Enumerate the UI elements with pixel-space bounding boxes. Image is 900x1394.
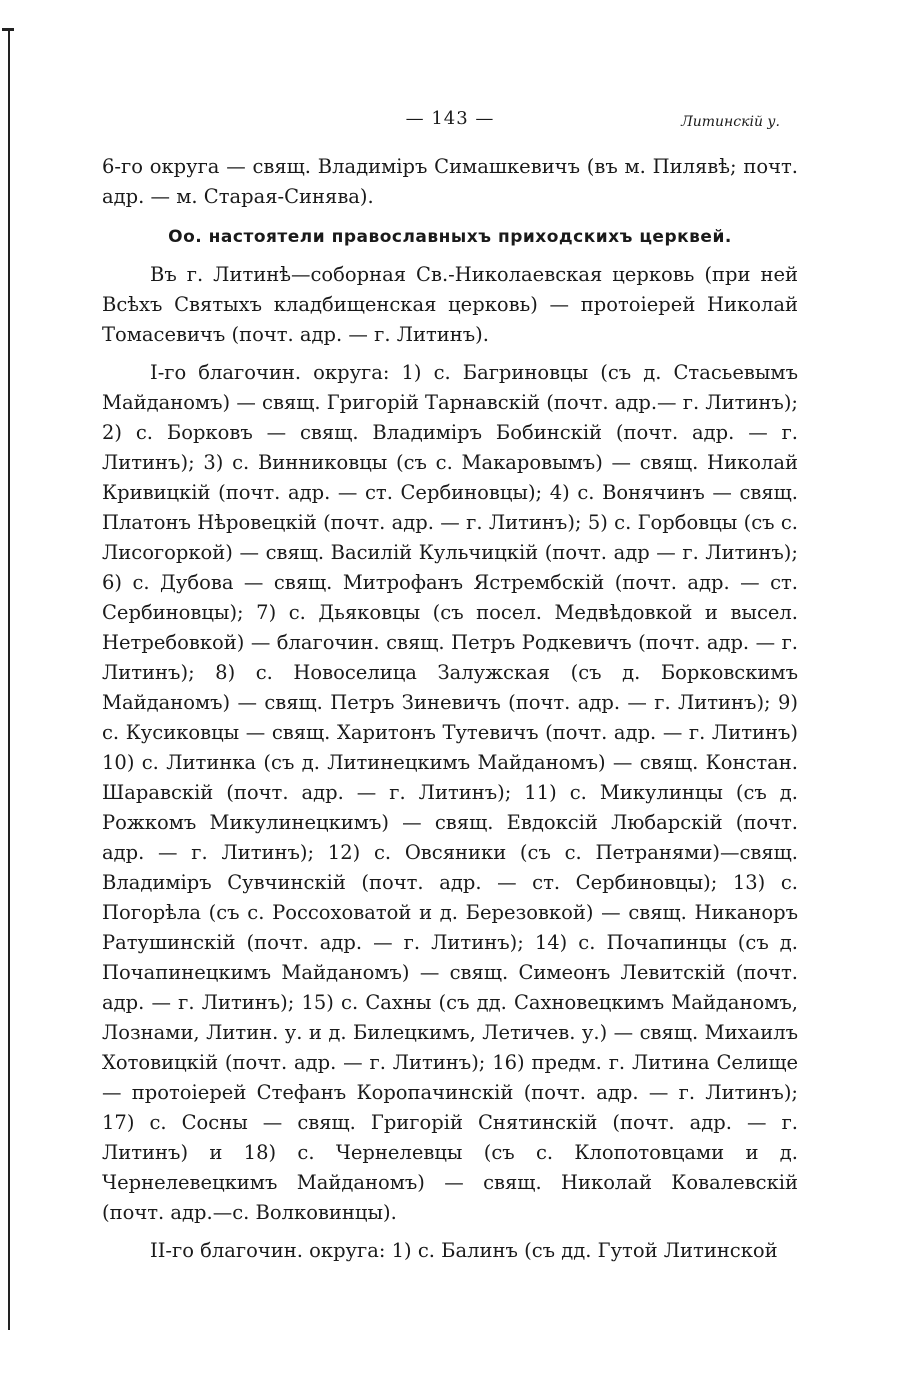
city-church-paragraph: Въ г. Литинѣ—соборная Св.-Николаевская церковь (при ней Всѣхъ Святыхъ кладбищенская церковь) — протоіерей Николай Томасевичъ (почт. адр. — г. Литинъ). (102, 263, 798, 346)
intro-paragraph: 6-го округа — свящ. Владиміръ Симашкевичъ (въ м. Пилявѣ; почт. адр. — м. Старая-Синява). (102, 155, 798, 208)
section-heading: Оо. настоятели православныхъ приходскихъ церквей. (168, 227, 732, 247)
district-2-paragraph: ІІ-го благочин. округа: 1) с. Балинъ (съ дд. Гутой Литинской (150, 1239, 778, 1262)
page-body (102, 152, 798, 1266)
page-number: — 143 — (405, 108, 495, 129)
district-1-paragraph: І-го благочин. округа: 1) с. Багриновцы (съ д. Стасьевымъ Майданомъ) — свящ. Григорій Тарнавскій (почт. адр.— г. Литинъ); 2) с. Борковъ — свящ. Владиміръ Бобинскій (почт. адр. — г. Литинъ); 3) с. Винниковцы (съ с. Макаровымъ) — свящ. Николай Кривицкій (почт. адр. — ст. Сербиновцы); 4) с. Вонячинъ — свящ. Платонъ Нѣровецкій (почт. адр. — г. Литинъ); 5) с. Горбовцы (съ с. Лисогоркой) — свящ. Василій Кульчицкій (почт. адр — г. Литинъ); 6) с. Дубова — свящ. Митрофанъ Ястрембскій (почт. адр. — ст. Сербиновцы); 7) с. Дьяковцы (съ посел. Медвѣдовкой и высел. Нетребовкой) — благочин. свящ. Петръ Родкевичъ (почт. адр. — г. Литинъ); 8) с. Новоселица Залужская (съ д. Борковскимъ Майданомъ) — свящ. Петръ Зиневичъ (почт. адр. — г. Литинъ); 9) с. Кусиковцы — свящ. Харитонъ Тутевичъ (почт. адр. — г. Литинъ) 10) с. Литинка (съ д. Литинецкимъ Майданомъ) — свящ. Констан. Шаравскій (почт. адр. — г. Литинъ); 11) с. Микулинцы (съ д. Рожкомъ Микулинецкимъ) — свящ. Евдоксій Любарскій (почт. адр. — г. Литинъ); 12) с. Овсяники (съ с. Петранями)—свящ. Владиміръ Сувчинскій (почт. адр. — ст. Сербиновцы); 13) с. Погорѣла (съ с. Россоховатой и д. Березовкой) — свящ. Никаноръ Ратушинскій (почт. адр. — г. Литинъ); 14) с. Почапинцы (съ д. Почапинецкимъ Майданомъ) — свящ. Симеонъ Левитскій (почт. адр. — г. Литинъ); 15) с. Сахны (съ дд. Сахновецкимъ Майданомъ, Лознами, Литин. у. и д. Билецкимъ, Летичев. у.) — свящ. Михаилъ Хотовицкій (почт. адр. — г. Литинъ); 16) предм. г. Литина Селище — протоіерей Стефанъ Коропачинскій (почт. адр. — г. Литинъ); 17) с. Сосны — свящ. Григорій Снятинскій (почт. адр. — г. Литинъ) и 18) с. Чернелевцы (съ с. Клопотовцами и д. Чернелевецкимъ Майданомъ) — свящ. Николай Ковалевскій (почт. адр.—с. Волковинцы). (102, 361, 798, 1224)
running-head: Литинскій у. (681, 114, 780, 130)
binding-line (8, 30, 10, 1330)
